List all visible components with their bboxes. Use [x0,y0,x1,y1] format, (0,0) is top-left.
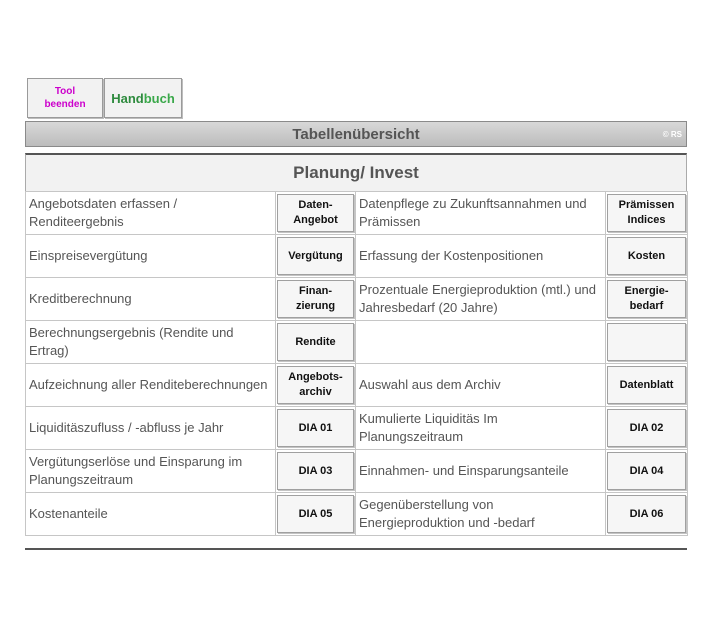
sheet-button-left[interactable] [277,495,354,533]
button-cell-right [606,450,688,493]
sheet-button-label: Finan- [299,285,332,297]
button-cell-right [606,407,688,450]
title-bar [25,121,687,147]
sheet-button-right[interactable] [607,194,686,232]
row-description-right: Prozentuale Energieproduktion (mtl.) und Jahresbedarf (20 Jahre) [356,278,606,321]
row-description-right: Kumulierte Liquiditäs Im Planungszeitraum [356,407,606,450]
row-description-right: Erfassung der Kostenpositionen [356,235,606,278]
table-row [26,407,688,450]
sheet-button-label: Vergütung [288,249,343,262]
section-header: Planung/ Invest [25,153,687,191]
sheet-button-left[interactable] [277,409,354,447]
sheet-button-label: Indices [627,214,666,226]
sheet-button-left[interactable] [277,280,354,318]
button-cell-right [606,321,688,364]
sheet-button-label: Angebot [293,214,338,226]
sheet-button-label: DIA 05 [298,507,333,520]
sheet-button-label: Angebots- [288,371,343,383]
sheet-button-label: DIA 01 [298,421,333,434]
row-description-right: Gegenüberstellung von Energieproduktion und -bedarf [356,493,606,536]
sheet-button-label: DIA 06 [629,507,664,520]
row-description-left: Einspreisevergütung [26,235,276,278]
handbuch-label-part2: buch [143,90,175,106]
row-description-right: Auswahl aus dem Archiv [356,364,606,407]
sheet-button-left[interactable] [277,237,354,275]
sheet-button-label: DIA 03 [298,464,333,477]
row-description-left: Kreditberechnung [26,278,276,321]
button-cell-right [606,192,688,235]
table-row [26,364,688,407]
button-cell-left [276,235,356,278]
overview-table [25,191,688,536]
sheet-button-label: DIA 02 [629,421,664,434]
tool-beenden-label-line1: Tool [54,86,76,97]
sheet-button-right[interactable] [607,495,686,533]
sheet-button-left[interactable] [277,194,354,232]
sheet-button-label: zierung [295,300,336,312]
sheet-button-left[interactable] [277,452,354,490]
button-cell-left [276,450,356,493]
sheet-button-label: Prämissen [618,199,675,211]
button-cell-right [606,493,688,536]
sheet-button-right[interactable] [607,280,686,318]
button-cell-right [606,278,688,321]
row-description-right [356,321,606,364]
table-row [26,493,688,536]
page-title: Tabellenübersicht [292,126,420,143]
sheet-button-right[interactable] [607,366,686,404]
button-cell-left [276,192,356,235]
table-row [26,450,688,493]
tool-beenden-label-line2: beenden [44,99,86,110]
row-description-left: Aufzeichnung aller Renditeberechnungen [26,364,276,407]
sheet-button-right[interactable] [607,323,686,361]
copyright-mark: © RS [662,130,682,139]
button-cell-left [276,321,356,364]
sheet-button-label: Daten- [298,199,333,211]
tool-beenden-button[interactable] [27,78,103,118]
table-row [26,235,688,278]
table-row [26,278,688,321]
button-cell-right [606,235,688,278]
sheet-button-label: Kosten [627,249,666,262]
sheet-button-right[interactable] [607,409,686,447]
row-description-left: Angebotsdaten erfassen / Renditeergebnis [26,192,276,235]
sheet-button-right[interactable] [607,237,686,275]
sheet-button-label: Datenblatt [619,378,674,391]
sheet-button-label: bedarf [629,300,664,312]
handbuch-label-part1: Hand [111,90,144,106]
sheet-button-label: DIA 04 [629,464,664,477]
table-row [26,192,688,235]
row-description-left: Kostenanteile [26,493,276,536]
row-description-right: Datenpflege zu Zukunftsannahmen und Prämissen [356,192,606,235]
button-cell-right [606,364,688,407]
sheet-button-label: archiv [299,386,332,398]
row-description-left: Berechnungsergebnis (Rendite und Ertrag) [26,321,276,364]
button-cell-left [276,493,356,536]
sheet-button-label: Rendite [295,335,336,348]
sheet-button-right[interactable] [607,452,686,490]
button-cell-left [276,278,356,321]
table-row [26,321,688,364]
row-description-left: Vergütungserlöse und Einsparung im Planungszeitraum [26,450,276,493]
row-description-left: Liquiditäszufluss / -abfluss je Jahr [26,407,276,450]
button-cell-left [276,364,356,407]
sheet-button-left[interactable] [277,323,354,361]
button-cell-left [276,407,356,450]
row-description-right: Einnahmen- und Einsparungsanteile [356,450,606,493]
bottom-divider [25,548,687,550]
sheet-button-left[interactable] [277,366,354,404]
sheet-button-label: Energie- [624,285,669,297]
handbuch-button[interactable] [104,78,182,118]
